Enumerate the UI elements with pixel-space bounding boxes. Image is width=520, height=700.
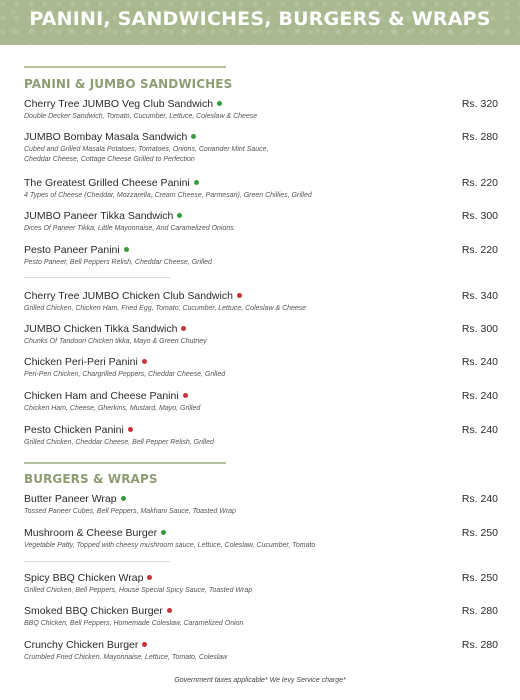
item-name: Chicken Ham and Cheese Panini: [24, 390, 179, 402]
menu-item: [24, 131, 498, 165]
section-rule: [24, 66, 226, 68]
section-title-panini: PANINI & JUMBO SANDWICHES: [24, 77, 233, 91]
item-name: Mushroom & Cheese Burger: [24, 527, 158, 539]
item-name: The Greatest Grilled Cheese Panini: [24, 177, 190, 189]
menu-item: [24, 290, 498, 314]
item-description: Pesto Paneer, Bell Peppers Relish, Cheddar Cheese, Grilled: [24, 259, 212, 266]
item-name: Pesto Chicken Panini: [24, 424, 124, 436]
item-name: JUMBO Chicken Tikka Sandwich: [24, 323, 178, 335]
item-name: Butter Paneer Wrap: [24, 493, 117, 505]
item-name: Crunchy Chicken Burger: [24, 639, 139, 651]
veg-indicator-icon: [177, 213, 182, 218]
item-price: Rs. 250: [461, 572, 498, 584]
footer-note: Government taxes applicable* We levy Service charge*: [174, 677, 346, 684]
veg-indicator-icon: [191, 134, 196, 139]
item-description: Cheddar Cheese, Cottage Cheese Grilled to Perfection: [24, 156, 195, 163]
item-name: Cherry Tree JUMBO Chicken Club Sandwich: [24, 290, 233, 302]
item-name: Pesto Paneer Panini: [24, 244, 120, 256]
item-description: Double Decker Sandwich, Tomato, Cucumber, Lettuce, Coleslaw & Cheese: [24, 113, 258, 120]
item-name: Spicy BBQ Chicken Wrap: [24, 572, 144, 584]
item-name: Chicken Peri-Peri Panini: [24, 356, 138, 368]
menu-item: [24, 244, 498, 268]
item-description: Dices Of Paneer Tikka, Little Mayonnaise, And Caramelized Onions: [24, 225, 234, 232]
item-name: JUMBO Paneer Tikka Sandwich: [24, 210, 174, 222]
item-price: Rs. 240: [461, 356, 498, 368]
veg-indicator-icon: [161, 530, 166, 535]
menu-item: [24, 210, 498, 234]
nonveg-indicator-icon: [128, 427, 133, 432]
item-description: Vegetable Patty, Topped with cheesy mushroom sauce, Lettuce, Coleslaw, Cucumber, Tomato: [24, 542, 316, 549]
nonveg-indicator-icon: [142, 642, 147, 647]
menu-item: [24, 98, 498, 122]
item-description: Peri-Peri Chicken, Chargrilled Peppers, Cheddar Cheese, Grilled: [24, 371, 226, 378]
item-price: Rs. 340: [461, 290, 498, 302]
item-description: Chicken Ham, Cheese, Gherkins, Mustard, Mayo, Grilled: [24, 405, 201, 412]
item-name: Cherry Tree JUMBO Veg Club Sandwich: [24, 98, 214, 110]
page-title: PANINI, SANDWICHES, BURGERS & WRAPS: [29, 8, 491, 30]
item-description: BBQ Chicken, Bell Peppers, Homemade Coleslaw, Caramelized Onion: [24, 620, 244, 627]
menu-item: [24, 572, 498, 596]
nonveg-indicator-icon: [237, 293, 242, 298]
menu-item: [24, 605, 498, 629]
section-title-burgers: BURGERS & WRAPS: [24, 472, 158, 486]
item-name: JUMBO Bombay Masala Sandwich: [24, 131, 188, 143]
item-description: Grilled Chicken, Cheddar Cheese, Bell Pepper Relish, Grilled: [24, 439, 214, 446]
nonveg-indicator-icon: [167, 608, 172, 613]
divider: [24, 561, 170, 562]
item-price: Rs. 300: [461, 323, 498, 335]
item-price: Rs. 300: [461, 210, 498, 222]
menu-item: [24, 356, 498, 380]
veg-indicator-icon: [217, 101, 222, 106]
section-rule: [24, 462, 226, 464]
item-description: Grilled Chicken, Chicken Ham, Fried Egg, Tomato, Cucumber, Lettuce, Coleslaw & Cheese: [24, 305, 307, 312]
item-description: Cubed and Grilled Masala Potatoes, Tomatoes, Onions, Coriander Mint Sauce,: [24, 146, 269, 153]
item-price: Rs. 220: [461, 177, 498, 189]
item-description: Grilled Chicken, Bell Peppers, House Special Spicy Sauce, Toasted Wrap: [24, 587, 253, 594]
item-price: Rs. 240: [461, 390, 498, 402]
veg-indicator-icon: [124, 247, 129, 252]
divider: [24, 277, 170, 278]
item-description: Tossed Paneer Cubes, Bell Peppers, Makhani Sauce, Toasted Wrap: [24, 508, 236, 515]
item-price: Rs. 320: [461, 98, 498, 110]
item-name: Smoked BBQ Chicken Burger: [24, 605, 163, 617]
item-description: Chunks Of Tandoori Chicken tikka, Mayo & Green Chutney: [24, 338, 207, 345]
menu-item: [24, 390, 498, 414]
item-price: Rs. 220: [461, 244, 498, 256]
item-price: Rs. 280: [461, 605, 498, 617]
menu-item: [24, 639, 498, 663]
item-price: Rs. 240: [461, 493, 498, 505]
menu-item: [24, 527, 498, 551]
item-price: Rs. 250: [461, 527, 498, 539]
menu-item: [24, 493, 498, 517]
item-description: Crumbled Fried Chicken, Mayonnaise, Lettuce, Tomato, Coleslaw: [24, 654, 228, 661]
menu-item: [24, 177, 498, 201]
item-price: Rs. 280: [461, 639, 498, 651]
item-price: Rs. 240: [461, 424, 498, 436]
menu-banner: [0, 0, 520, 45]
nonveg-indicator-icon: [147, 575, 152, 580]
nonveg-indicator-icon: [142, 359, 147, 364]
nonveg-indicator-icon: [183, 393, 188, 398]
nonveg-indicator-icon: [181, 326, 186, 331]
veg-indicator-icon: [194, 180, 199, 185]
veg-indicator-icon: [121, 496, 126, 501]
menu-item: [24, 323, 498, 347]
item-description: 4 Types of Cheese (Cheddar, Mozzarella, Cream Cheese, Parmesan), Green Chillies, Grilled: [24, 192, 312, 199]
item-price: Rs. 280: [461, 131, 498, 143]
menu-item: [24, 424, 498, 448]
